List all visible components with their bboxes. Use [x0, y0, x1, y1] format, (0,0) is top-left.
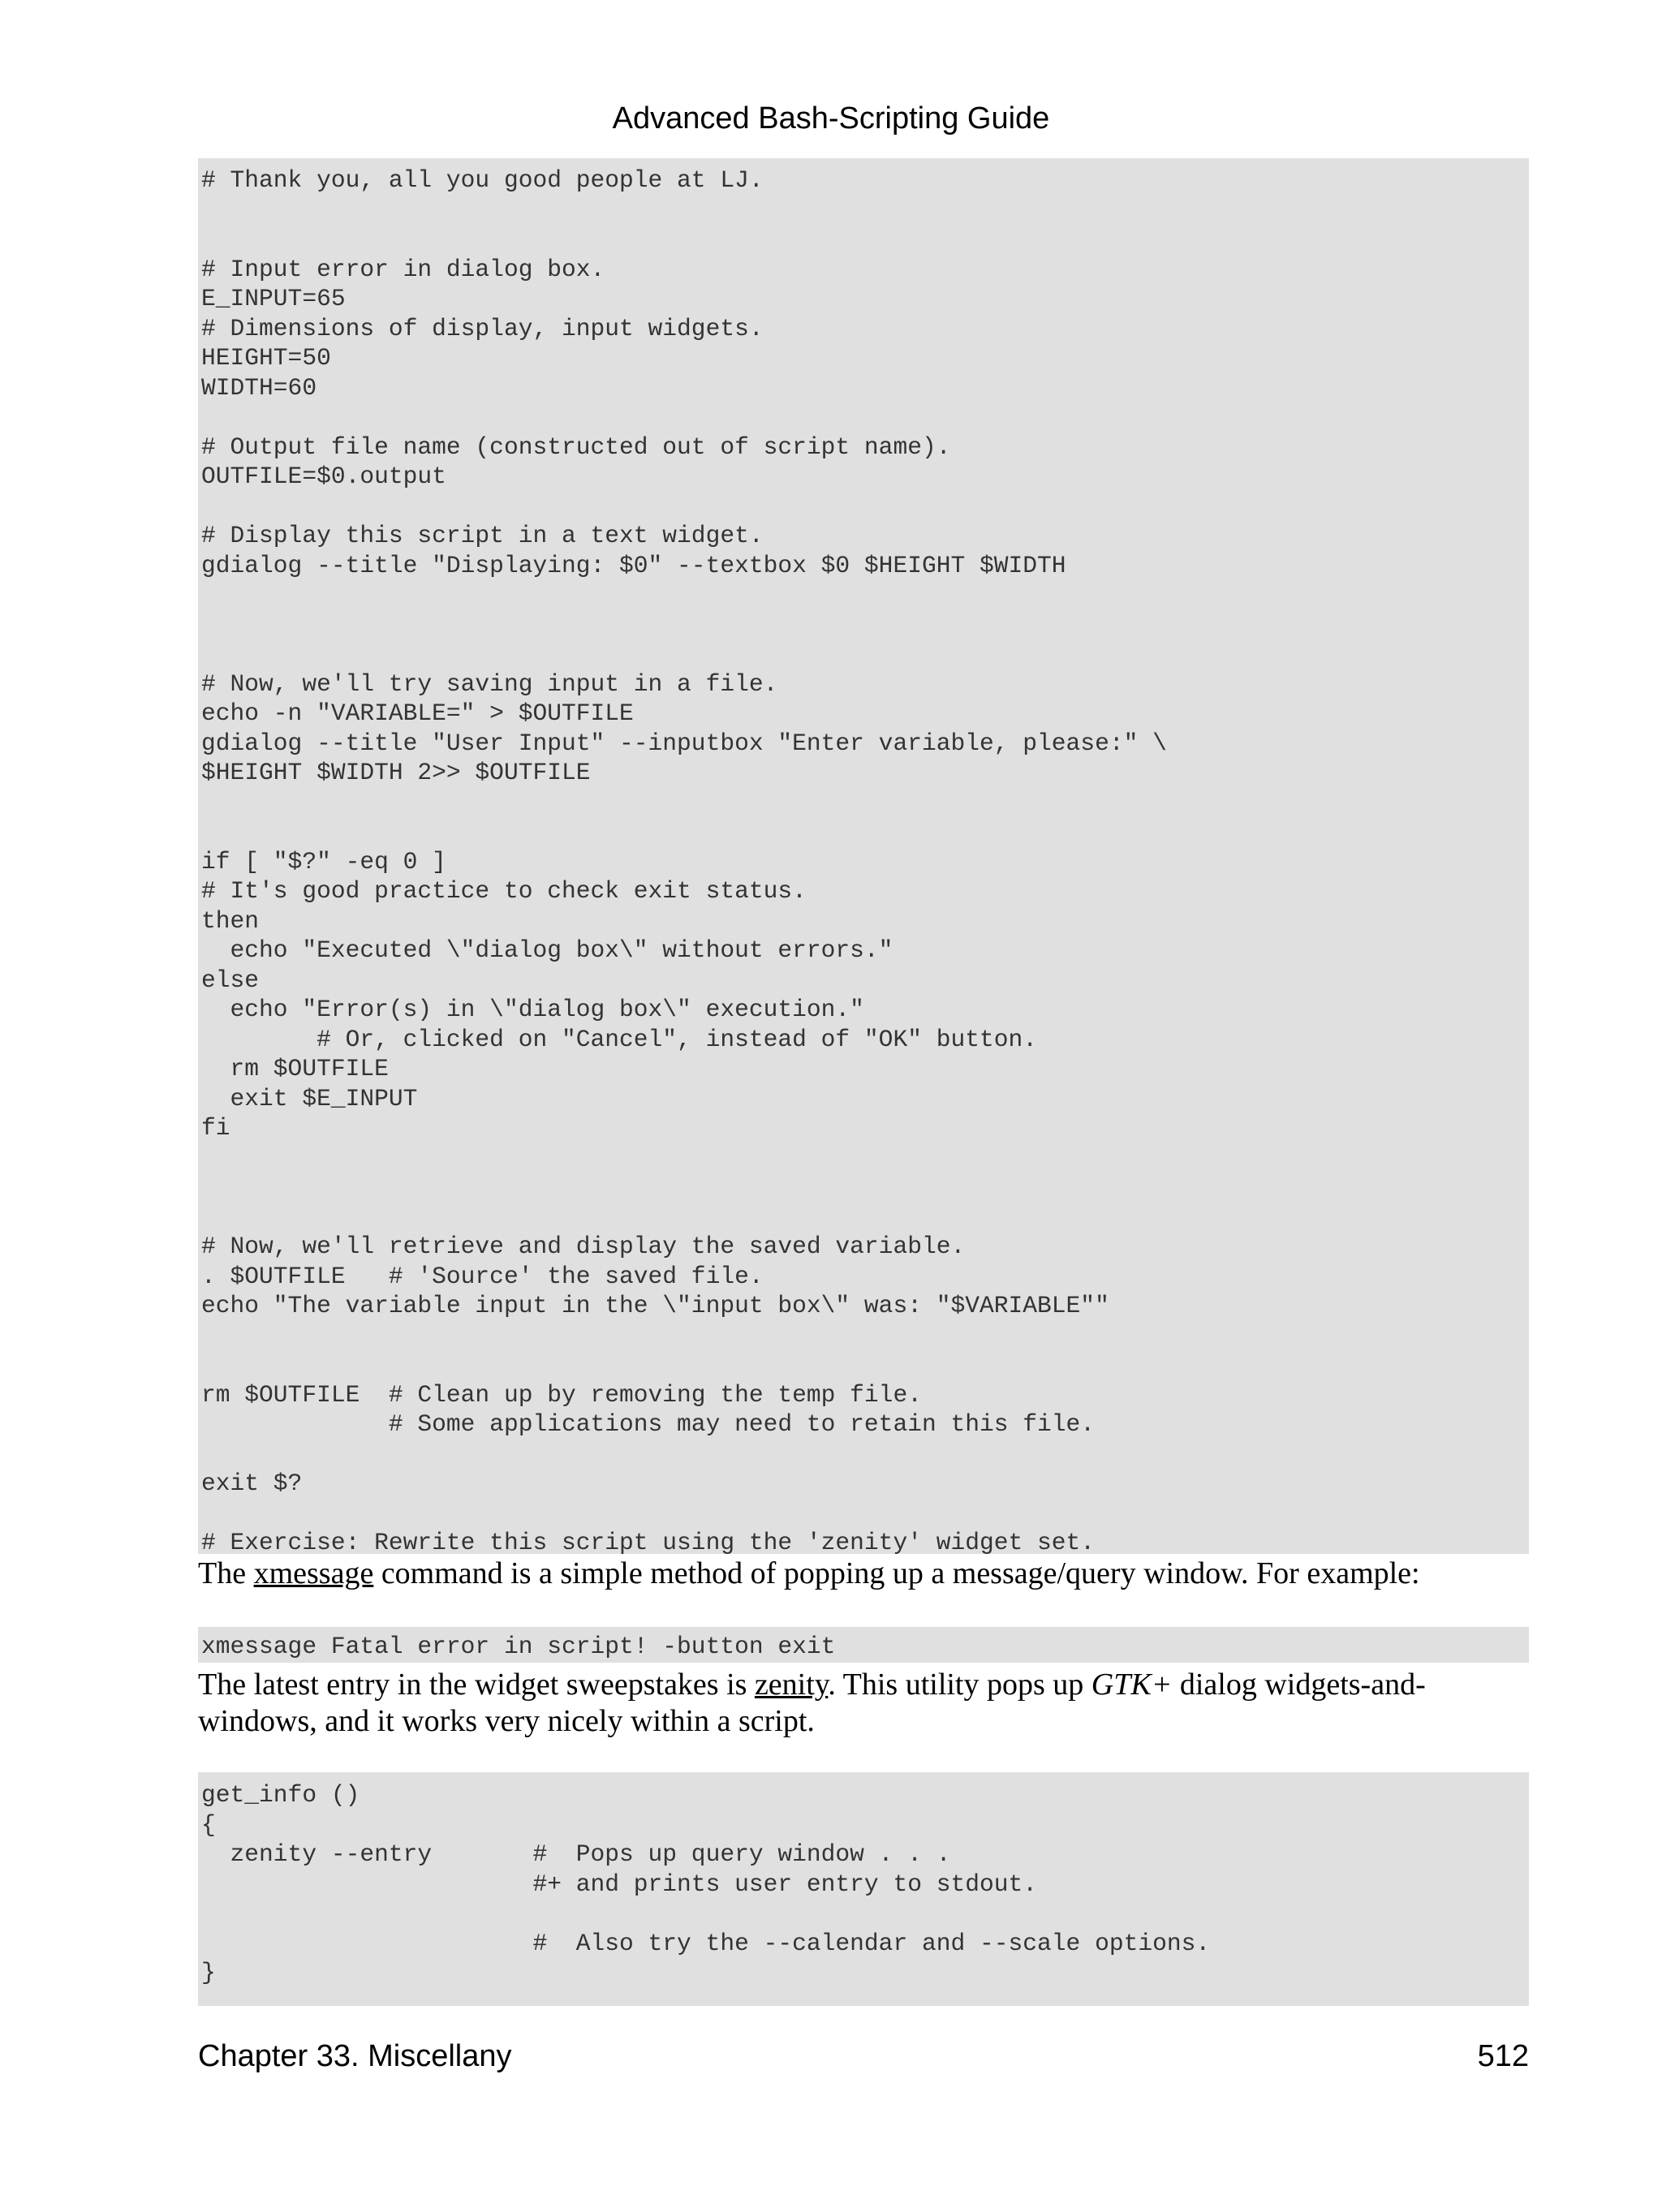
code-block-gdialog-script: # Thank you, all you good people at LJ. # Input error in dialog box. E_INPUT=65 # Dimensions of display, input widgets. HEIGHT=50 WIDTH=60 # Output file name (constructed out of script name). OUTFILE=$0.output # Display this script in a text widget. gdialog --title "Displaying: $0" --textbox $0 $HEIGHT $WIDTH # Now, we'll try saving input in a file. echo -n "VARIABLE=" > $OUTFILE gdialog --title "User Input" --inputbox "Enter variable, please:" \ $HEIGHT $WIDTH 2>> $OUTFILE if [ "$?" -eq 0 ] # It's good practice to check exit status. then echo "Executed \"dialog box\" without errors." else echo "Error(s) in \"dialog box\" execution." # Or, clicked on "Cancel", instead of "OK" button. rm $OUTFILE exit $E_INPUT fi # Now, we'll retrieve and display the saved variable. . $OUTFILE # 'Source' the saved file. echo "The variable input in the \"input box\" was: "$VARIABLE"" rm $OUTFILE # Clean up by removing the temp file. # Some applications may need to retain this file. exit $? # Exercise: Rewrite this script using the 'zenity' widget set.: [198, 158, 1529, 1554]
paragraph-zenity: [198, 1667, 1529, 1740]
paragraph-xmessage: [198, 1556, 1529, 1592]
code-block-xmessage: xmessage Fatal error in script! -button exit: [198, 1627, 1529, 1663]
gtk-emphasis: GTK+: [1091, 1668, 1173, 1702]
paragraph-text: dialog widgets-and-windows, and it works very nicely within a script.: [198, 1668, 1426, 1738]
xmessage-link[interactable]: xmessage: [253, 1556, 374, 1590]
page-header: Advanced Bash-Scripting Guide: [612, 101, 1050, 136]
code-block-zenity: get_info () { zenity --entry # Pops up query window . . . #+ and prints user entry to stdout. # Also try the --calendar and --scale options. }: [198, 1772, 1529, 2006]
paragraph-text: The: [198, 1556, 254, 1590]
paragraph-text: . This utility pops up: [828, 1668, 1091, 1702]
zenity-link[interactable]: zenity: [754, 1668, 829, 1702]
paragraph-text: command is a simple method of popping up a message/query window. For example:: [373, 1556, 1420, 1590]
footer-page-number: 512: [1477, 2039, 1529, 2073]
footer-chapter: Chapter 33. Miscellany: [198, 2039, 512, 2073]
paragraph-text: The latest entry in the widget sweepstakes is: [198, 1668, 755, 1702]
